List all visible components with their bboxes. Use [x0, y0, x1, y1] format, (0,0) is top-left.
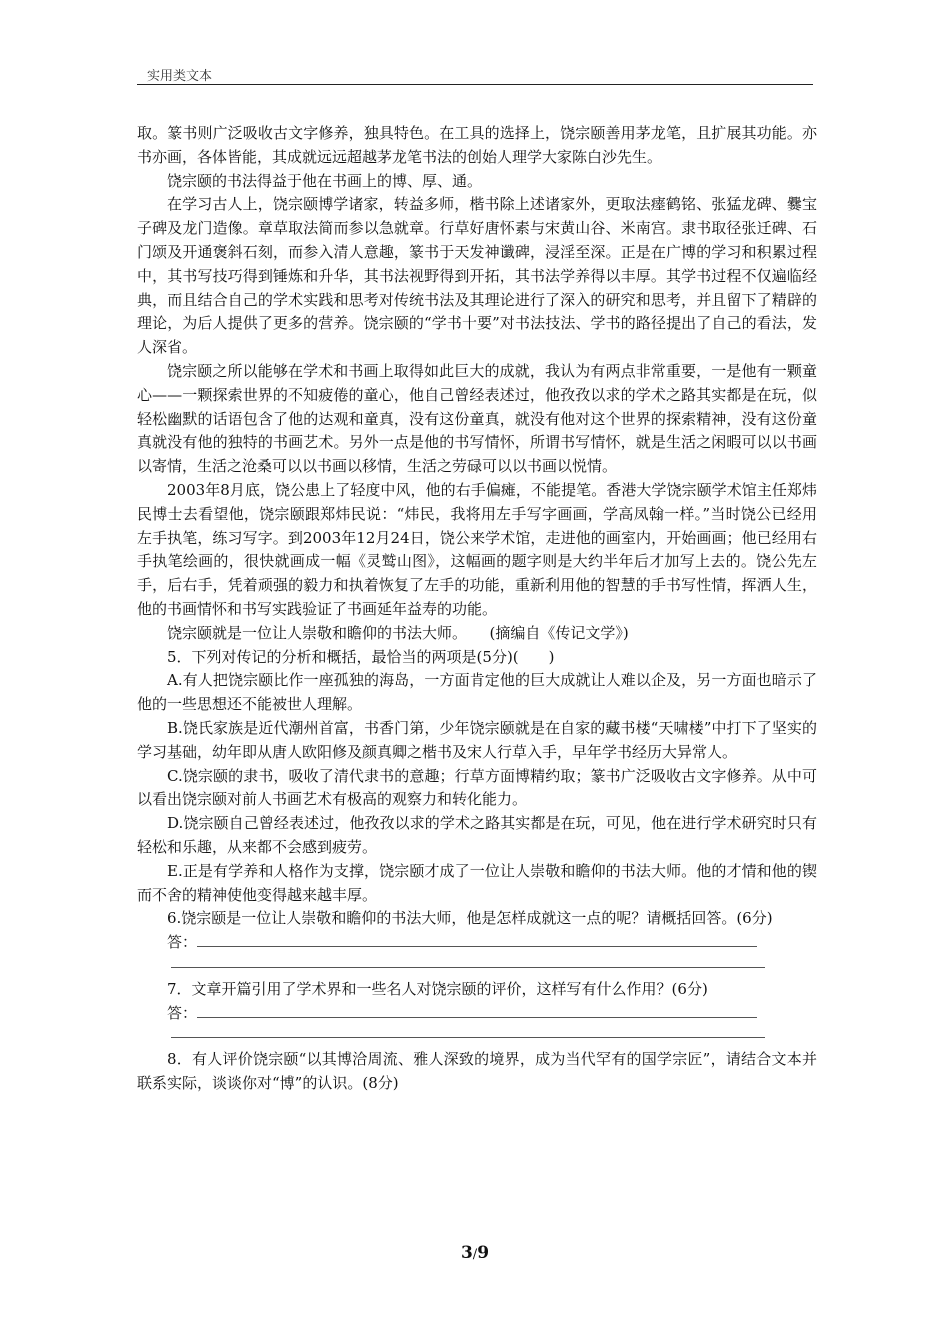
- answer-label: 答：: [167, 933, 198, 952]
- question-5-option-a: A.有人把饶宗颐比作一座孤独的海岛，一方面肯定他的巨大成就让人难以企及，另一方面也暗示了他的一些思想还不能被世人理解。: [137, 671, 817, 714]
- answer-line[interactable]: [171, 1025, 765, 1038]
- paragraph-5: 2003年8月底，饶公患上了轻度中风，他的右手偏瘫，不能提笔。香港大学饶宗颐学术馆主任郑炜民博士去看望他，饶宗颐跟郑炜民说：“炜民，我将用左手写字画画，学高凤翰一样。”当时饶公已经用左手执笔，练习写字。到2003年12月24日，饶公来学术馆，走进他的画室内，开始画画；他已经用右手执笔绘画的，很快就画成一幅《灵鹫山图》，这幅画的题字则是大约半年后才加写上去的。饶公先左手，后右手，凭着顽强的毅力和执着恢复了左手的功能，重新利用他的智慧的手书写性情，挥洒人生，他的书画情怀和书写实践验证了书画延年益寿的功能。: [137, 480, 817, 618]
- answer-line[interactable]: [197, 1002, 757, 1018]
- question-5-option-c: C.饶宗颐的隶书，吸收了清代隶书的意趣；行草方面博精约取；篆书广泛吸收古文字修养。从中可以看出饶宗颐对前人书画艺术有极高的观察力和转化能力。: [137, 766, 817, 809]
- current-page: 3: [460, 1243, 473, 1263]
- answer-line[interactable]: [197, 931, 757, 947]
- page-separator: /: [472, 1247, 478, 1262]
- answer-label: 答：: [167, 1003, 198, 1022]
- paragraph-4: 饶宗颐之所以能够在学术和书画上取得如此巨大的成就，我认为有两点非常重要，一是他有一颗童心——一颗探索世界的不知疲倦的童心，他自己曾经表述过，他孜孜以求的学术之路其实都是在玩，似轻松幽默的话语包含了他的达观和童真，没有这份童真，就没有他对这个世界的探索精神，没有这份童真就没有他的独特的书画艺术。另外一点是他的书写情怀，所谓书写情怀，就是生活之闲暇可以以书画以寄情，生活之沧桑可以以书画以移情，生活之劳碌可以以书画以悦情。: [137, 361, 817, 476]
- total-pages: 9: [477, 1243, 490, 1263]
- question-7-stem: 7．文章开篇引用了学术界和一些名人对饶宗颐的评价，这样写有什么作用？(6分): [167, 979, 708, 998]
- question-5-option-b: B.饶氏家族是近代潮州首富，书香门第，少年饶宗颐就是在自家的藏书楼“天啸楼”中打下了坚实的学习基础，幼年即从唐人欧阳修及颜真卿之楷书及宋人行草入手，早年学书经历大异常人。: [137, 718, 817, 761]
- answer-line[interactable]: [171, 955, 765, 968]
- question-5-option-e: E.正是有学养和人格作为支撑，饶宗颐才成了一位让人崇敬和瞻仰的书法大师。他的才情和他的锲而不舍的精神使他变得越来越丰厚。: [137, 861, 817, 904]
- page-number: [0, 1243, 950, 1263]
- paragraph-6: 饶宗颐就是一位让人崇敬和瞻仰的书法大师。 (摘编自《传记文学》): [167, 623, 629, 642]
- paragraph-2: 饶宗颐的书法得益于他在书画上的博、厚、通。: [167, 171, 483, 190]
- document-body: [137, 122, 817, 1096]
- question-5-stem: 5．下列对传记的分析和概括，最恰当的两项是(5分)( ): [167, 647, 555, 666]
- question-5-option-d: D.饶宗颐自己曾经表述过，他孜孜以求的学术之路其实都是在玩，可见，他在进行学术研究时只有轻松和乐趣，从来都不会感到疲劳。: [137, 814, 817, 856]
- question-6-answer: [137, 931, 817, 955]
- question-7-answer: [137, 1002, 817, 1026]
- paragraph-3: 在学习古人上，饶宗颐博学诸家，转益多师，楷书除上述诸家外，更取法瘗鹤铭、张猛龙碑、爨宝子碑及龙门造像。章草取法简而参以急就章。行草好唐怀素与宋黄山谷、米南宫。隶书取径张迁碑、石门颂及开通褒斜石刻，而参入清人意趣，篆书于天发神谶碑，浸淫至深。正是在广博的学习和积累过程中，其书写技巧得到锤炼和升华，其书法视野得到开拓，其书法学养得以丰厚。其学书过程不仅遍临经典，而且结合自己的学术实践和思考对传统书法及其理论进行了深入的研究和思考，并且留下了精辟的理论，为后人提供了更多的营养。饶宗颐的“学书十要”对书法技法、学书的路径提出了自己的看法，发人深省。: [137, 195, 817, 357]
- question-8-stem: 8．有人评价饶宗颐“以其博洽周流、雅人深致的境界，成为当代罕有的国学宗匠”，请结合文本并联系实际，谈谈你对“博”的认识。(8分): [137, 1050, 817, 1093]
- paragraph-1: 取。篆书则广泛吸收古文字修养，独具特色。在工具的选择上，饶宗颐善用茅龙笔，且扩展其功能。亦书亦画，各体皆能，其成就远远超越茅龙笔书法的创始人理学大家陈白沙先生。: [137, 124, 817, 166]
- page-header: [137, 62, 813, 85]
- header-title: 实用类文本: [147, 69, 213, 84]
- question-6-stem: 6.饶宗颐是一位让人崇敬和瞻仰的书法大师，他是怎样成就这一点的呢？请概括回答。(6分): [167, 909, 773, 928]
